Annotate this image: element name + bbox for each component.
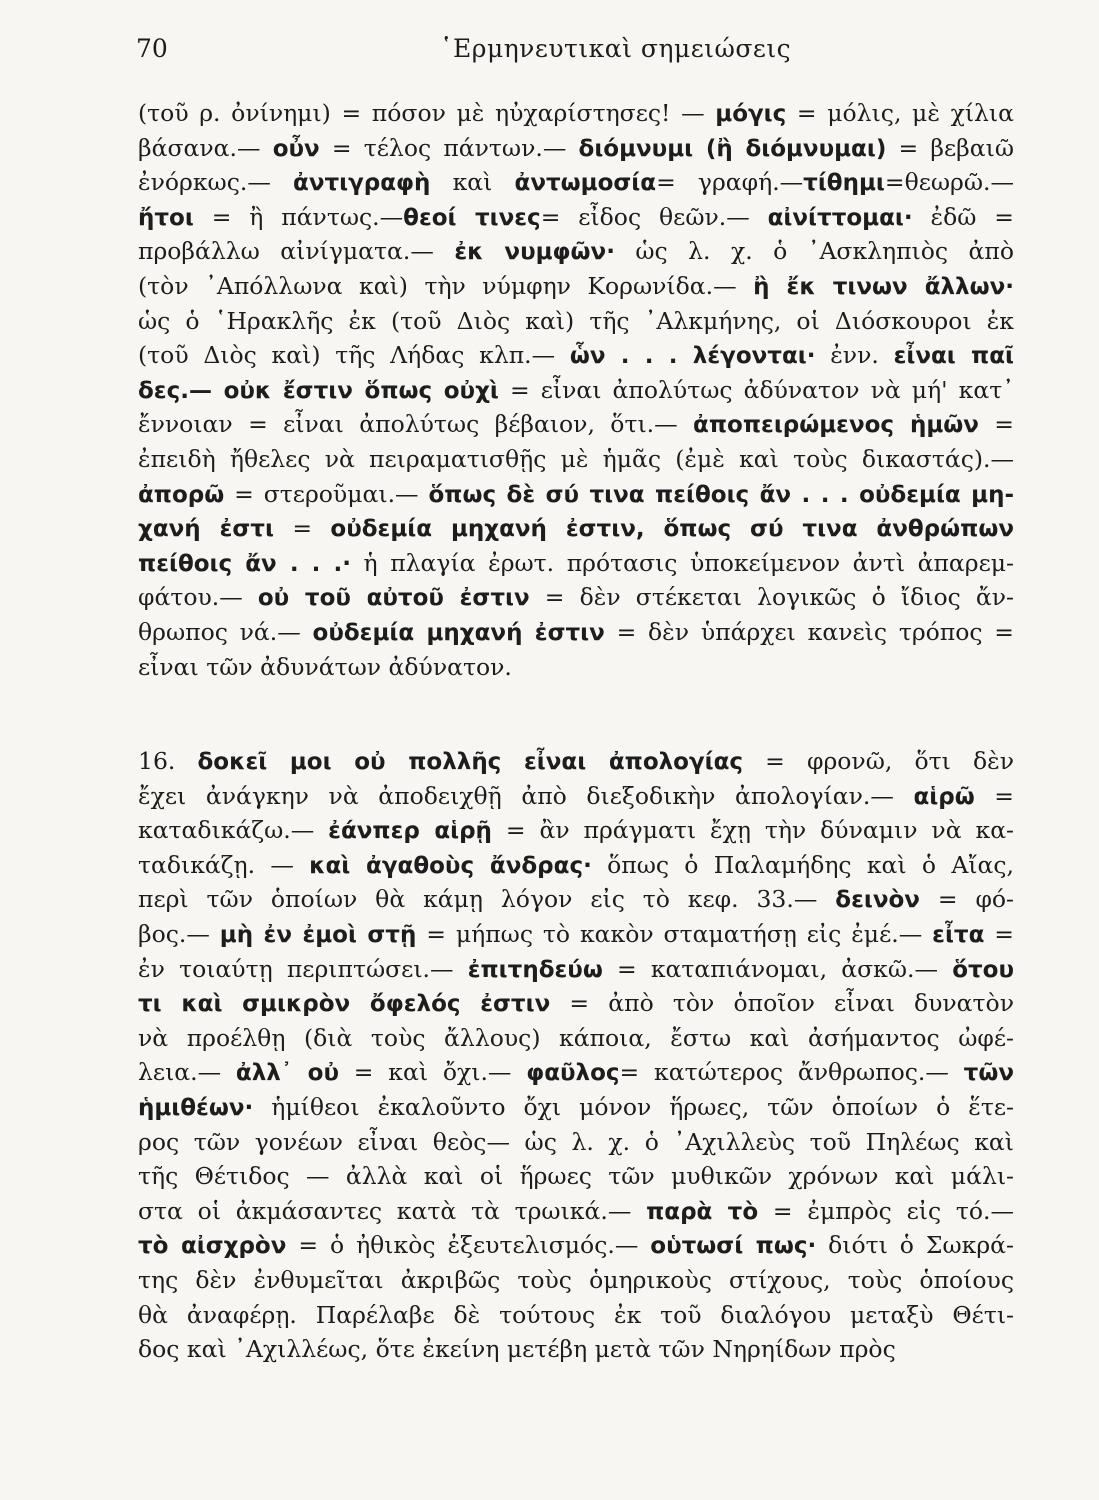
gloss-text: = κατώτερος ἄνθρωπος.— bbox=[619, 1058, 964, 1087]
gloss-text: νὰ προέλθῃ (διὰ τοὺς ἄλλους) κάποια, ἔστω καὶ ἀσήμαντος ὠφέ- bbox=[138, 1023, 1014, 1052]
gloss-text: της δὲν ἐνθυμεῖται ἀκριβῶς τοὺς ὁμηρικοὺς στίχους, τοὺς ὁποίους bbox=[138, 1266, 1014, 1294]
text-line bbox=[138, 744, 1014, 779]
gloss-text: ὅπως ὁ Παλαμήδης καὶ ὁ Αἴας, bbox=[591, 850, 1014, 879]
gloss-text: = καὶ ὄχι.— bbox=[339, 1058, 527, 1087]
headword: φαῦλος bbox=[526, 1060, 620, 1087]
gloss-text: ἐδῶ = bbox=[912, 202, 1014, 231]
gloss-text: = στεροῦμαι.— bbox=[224, 479, 429, 508]
text-line bbox=[138, 373, 1014, 408]
text-line bbox=[138, 165, 1014, 200]
text-line bbox=[138, 96, 1014, 131]
gloss-text: εἶναι τῶν ἀδυνάτων ἀδύνατον. bbox=[138, 652, 512, 681]
text-line bbox=[138, 986, 1014, 1021]
gloss-text: ἐν τοιαύτῃ περιπτώσει.— bbox=[138, 954, 468, 983]
headword: ἀντιγραφὴ bbox=[293, 170, 431, 197]
gloss-text: ὡς λ. χ. ὁ ᾿Ασκληπιὸς ἀπὸ bbox=[614, 237, 1014, 266]
headword: οὐδεμία μηχανή ἐστιν, ὅπως σύ τινα ἀνθρώπων bbox=[330, 516, 1014, 543]
headword: ὧν . . . λέγονται· bbox=[569, 343, 816, 370]
text-line bbox=[138, 511, 1014, 546]
gloss-text: ἡμίθεοι ἐκαλοῦντο ὄχι μόνον ἥρωες, τῶν ὁποίων ὁ ἕτε- bbox=[253, 1093, 1014, 1122]
headword: εἶτα bbox=[932, 922, 985, 949]
paragraph-1 bbox=[138, 96, 1014, 684]
text-line bbox=[138, 269, 1014, 304]
headword: ἐάνπερ αἱρῇ bbox=[328, 818, 492, 845]
gloss-text: = ἀπὸ τὸν ὁποῖον εἶναι δυνατὸν bbox=[550, 989, 1014, 1018]
gloss-text: = φρονῶ, ὅτι δὲν bbox=[743, 747, 1014, 776]
gloss-text: = βεβαιῶ bbox=[886, 133, 1014, 162]
headword: αἱρῶ bbox=[913, 783, 975, 810]
gloss-text: = ἢ πάντως.— bbox=[193, 202, 404, 231]
headword: αἰνίττομαι· bbox=[767, 204, 913, 231]
text-line bbox=[138, 1332, 1014, 1367]
gloss-text: = ἐμπρὸς εἰς τό.— bbox=[758, 1196, 1014, 1225]
text-line bbox=[138, 580, 1014, 615]
text-line bbox=[138, 477, 1014, 512]
headword: ἐπιτηδεύω bbox=[467, 956, 603, 983]
gloss-text: = bbox=[974, 781, 1014, 810]
text-line bbox=[138, 1263, 1014, 1298]
text-line bbox=[138, 546, 1014, 581]
text-line bbox=[138, 1159, 1014, 1194]
headword: τίθημι bbox=[803, 170, 885, 197]
headword: ὅπως δὲ σύ τινα πείθοις ἄν . . . οὐδεμία μη- bbox=[428, 481, 1014, 508]
gloss-text: ταδικάζῃ. — bbox=[138, 850, 310, 879]
gloss-text: = bbox=[273, 514, 331, 543]
headword: θεοί τινες bbox=[403, 204, 541, 231]
gloss-text: = εἶναι ἀπολύτως ἀδύνατον νὰ μή' κατ᾿ bbox=[498, 375, 1014, 404]
text-line bbox=[138, 952, 1014, 987]
headword: ἀποπειρώμενος ἡμῶν bbox=[693, 412, 979, 439]
text-line bbox=[138, 779, 1014, 814]
gloss-text: βάσανα.— bbox=[138, 133, 273, 162]
text-line bbox=[138, 338, 1014, 373]
gloss-text: (τὸν ᾿Απόλλωνα καὶ) τὴν νύμφην Κορωνίδα.— bbox=[138, 271, 754, 300]
gloss-text: = γραφή.— bbox=[656, 168, 804, 197]
text-line bbox=[138, 407, 1014, 442]
text-line bbox=[138, 882, 1014, 917]
headword: τὸ αἰσχρὸν bbox=[138, 1233, 287, 1260]
headword: διόμνυμι (ἢ διόμνυμαι) bbox=[578, 135, 887, 162]
body-text bbox=[138, 96, 1014, 1367]
gloss-text: ἔχει ἀνάγκην νὰ ἀποδειχθῇ ἀπὸ διεξοδικὴν ἀπολογίαν.— bbox=[138, 781, 914, 810]
gloss-text: στα οἱ ἀκμάσαντες κατὰ τὰ τρωικά.— bbox=[138, 1196, 647, 1225]
gloss-text: διότι ὁ Σωκρά- bbox=[816, 1231, 1014, 1260]
gloss-text: = ἂν πράγματι ἔχῃ τὴν δύναμιν νὰ κα- bbox=[491, 816, 1014, 845]
gloss-text: = τέλος πάντων.— bbox=[319, 133, 579, 162]
headword: τι καὶ σμικρὸν ὄφελός ἐστιν bbox=[138, 991, 551, 1018]
headword: ἀντωμοσία bbox=[514, 170, 657, 197]
gloss-text: = δὲν στέκεται λογικῶς ὁ ἴδιος ἄν- bbox=[529, 583, 1014, 612]
gloss-text: = φό- bbox=[919, 885, 1014, 914]
gloss-text: ἡ πλαγία ἐρωτ. πρότασις ὑποκείμενον ἀντὶ ἀπαρεμ- bbox=[350, 548, 1014, 577]
headword: μόγις bbox=[715, 101, 787, 127]
gloss-text: λεια.— bbox=[138, 1058, 236, 1087]
headword: ἀλλ᾿ οὐ bbox=[235, 1060, 339, 1087]
gloss-text: = εἶδος θεῶν.— bbox=[540, 202, 768, 231]
gloss-text: (τοῦ ρ. ὀνίνημι) = πόσον μὲ ηὐχαρίστησες! — bbox=[138, 99, 716, 127]
text-line bbox=[138, 615, 1014, 650]
gloss-text: = καταπιάνομαι, ἀσκῶ.— bbox=[602, 954, 953, 983]
gloss-text: δος καὶ ᾿Αχιλλέως, ὅτε ἐκείνη μετέβη μετὰ τῶν Νηρηίδων πρὸς bbox=[138, 1335, 896, 1364]
headword: πείθοις ἄν . . .· bbox=[138, 550, 351, 577]
gloss-text: ἔννοιαν = εἶναι ἀπολύτως βέβαιον, ὅτι.— bbox=[138, 410, 694, 439]
gloss-text: (τοῦ Διὸς καὶ) τῆς Λήδας κλπ.— bbox=[138, 341, 570, 370]
gloss-text: φάτου.— bbox=[138, 583, 258, 612]
text-line bbox=[138, 200, 1014, 235]
gloss-text: = δὲν ὑπάρχει κανεὶς τρόπος = bbox=[604, 617, 1014, 646]
gloss-text: 16. bbox=[138, 747, 198, 776]
text-line bbox=[138, 1055, 1014, 1090]
text-line bbox=[138, 1194, 1014, 1229]
gloss-text: ὡς ὁ ῾Ηρακλῆς ἐκ (τοῦ Διὸς καὶ) τῆς ᾿Αλκμήνης, οἱ Διόσκουροι ἐκ bbox=[138, 306, 1014, 335]
headword: οὑτωσί πως· bbox=[650, 1233, 817, 1260]
gloss-text: ἐνόρκως.— bbox=[138, 168, 294, 197]
gloss-text: = bbox=[978, 410, 1014, 439]
headword: ἤτοι bbox=[138, 204, 194, 231]
headword: ἢ ἔκ τινων ἄλλων· bbox=[753, 273, 1014, 300]
headword: χανή ἐστι bbox=[138, 516, 274, 543]
headword: ἡμιθέων· bbox=[138, 1095, 254, 1122]
gloss-text: = ὁ ἠθικὸς ἐξευτελισμός.— bbox=[286, 1231, 651, 1260]
headword: οὖν bbox=[272, 135, 320, 162]
text-line bbox=[138, 442, 1014, 477]
gloss-text: = bbox=[984, 920, 1014, 949]
headword: μὴ ἐν ἐμοὶ στῇ bbox=[219, 922, 417, 949]
gloss-text: = μόλις, μὲ χίλια bbox=[786, 99, 1014, 127]
text-line bbox=[138, 813, 1014, 848]
text-line bbox=[138, 1125, 1014, 1160]
gloss-text: ἐνν. bbox=[815, 341, 894, 370]
headword: δεινὸν bbox=[835, 887, 920, 914]
headword: οὐδεμία μηχανή ἐστιν bbox=[312, 619, 605, 646]
gloss-text: περὶ τῶν ὁποίων θὰ κάμῃ λόγον εἰς τὸ κεφ. 33.— bbox=[138, 885, 836, 914]
gloss-text: ρος τῶν γονέων εἶναι θεὸς— ὡς λ. χ. ὁ ᾿Αχιλλεὺς τοῦ Πηλέως καὶ bbox=[138, 1127, 1014, 1156]
text-line bbox=[138, 304, 1014, 339]
gloss-text: καὶ bbox=[430, 168, 515, 197]
headword: οὐ τοῦ αὐτοῦ ἐστιν bbox=[257, 585, 530, 612]
gloss-text: προβάλλω αἰνίγματα.— bbox=[138, 237, 455, 266]
gloss-text: θρωπος νά.— bbox=[138, 617, 313, 646]
gloss-text: θὰ ἀναφέρῃ. Παρέλαβε δὲ τούτους ἐκ τοῦ διαλόγου μεταξὺ Θέτι- bbox=[138, 1300, 1014, 1329]
headword: ἀπορῶ bbox=[138, 481, 225, 508]
headword: καὶ ἀγαθοὺς ἄνδρας· bbox=[309, 852, 592, 879]
gloss-text: τῆς Θέτιδος — ἀλλὰ καὶ οἱ ἥρωες τῶν μυθικῶν χρόνων καὶ μάλι- bbox=[138, 1162, 1014, 1191]
text-line bbox=[138, 650, 1014, 685]
headword: τῶν bbox=[963, 1060, 1014, 1087]
text-line bbox=[138, 1228, 1014, 1263]
page-number: 70 bbox=[136, 34, 168, 63]
gloss-text: =θεωρῶ.— bbox=[884, 168, 1014, 197]
paragraph-2 bbox=[138, 744, 1014, 1367]
text-line bbox=[138, 1021, 1014, 1056]
gloss-text: ἐπειδὴ ἤθελες νὰ πειραματισθῇς μὲ ἡμᾶς (ἐμὲ καὶ τοὺς δικαστάς).— bbox=[138, 444, 1014, 473]
gloss-text: καταδικάζω.— bbox=[138, 816, 329, 845]
headword: δες.— οὐκ ἔστιν ὅπως οὐχὶ bbox=[138, 377, 499, 404]
text-line bbox=[138, 131, 1014, 166]
text-line bbox=[138, 234, 1014, 269]
page-header bbox=[0, 34, 1099, 74]
headword: ὅτου bbox=[952, 956, 1014, 983]
text-line bbox=[138, 1090, 1014, 1125]
headword: ἐκ νυμφῶν· bbox=[454, 239, 615, 266]
headword: εἶναι παῖ bbox=[893, 343, 1014, 370]
running-title: ῾Ερμηνευτικαὶ σημειώσεις bbox=[440, 34, 792, 63]
gloss-text: βος.— bbox=[138, 920, 220, 949]
gloss-text: = μήπως τὸ κακὸν σταματήσῃ εἰς ἐμέ.— bbox=[416, 920, 933, 949]
headword: παρὰ τὸ bbox=[646, 1198, 759, 1225]
headword: δοκεῖ μοι οὐ πολλῆς εἶναι ἀπολογίας bbox=[197, 749, 744, 776]
text-line bbox=[138, 917, 1014, 952]
text-line bbox=[138, 1298, 1014, 1333]
text-line bbox=[138, 848, 1014, 883]
